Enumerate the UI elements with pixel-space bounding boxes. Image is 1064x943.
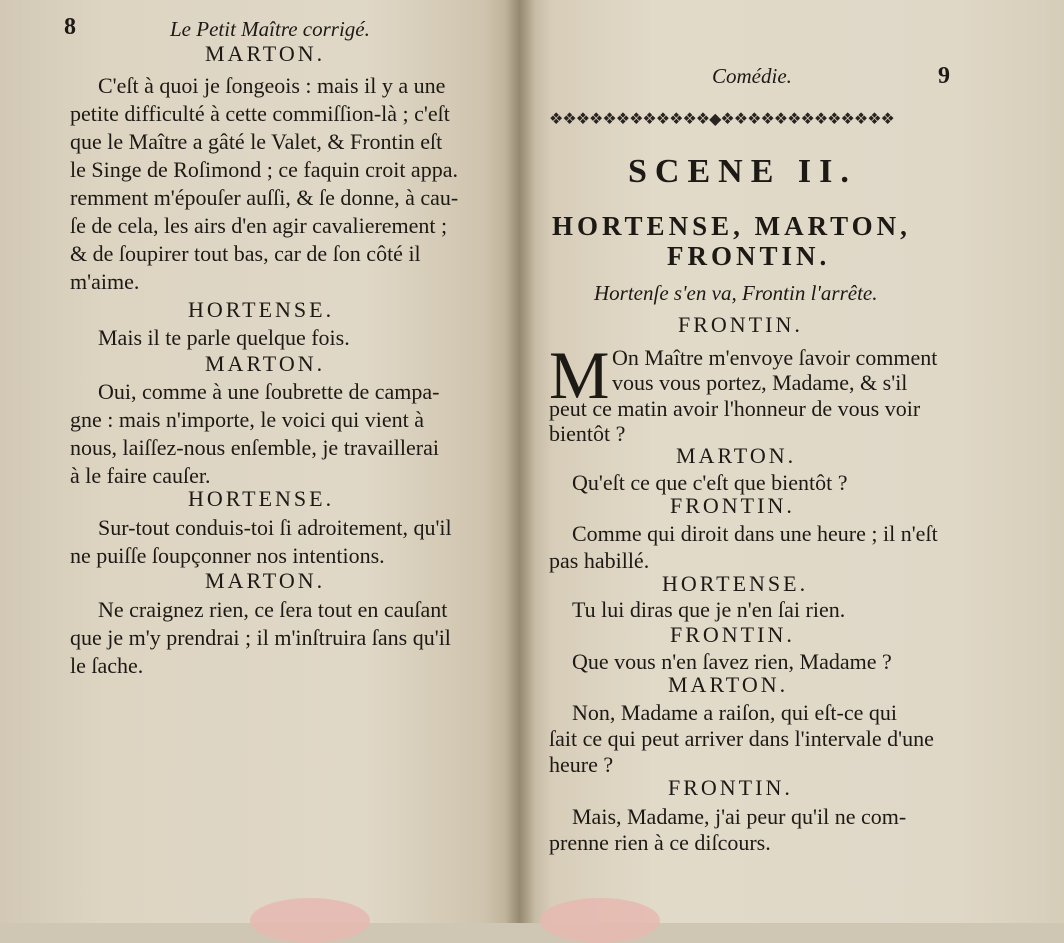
text-line: le ſache. <box>70 653 144 678</box>
speaker-heading: MARTON. <box>668 672 789 697</box>
speaker-heading: FRONTIN. <box>668 775 793 800</box>
text-line: Ne craignez rien, ce ſera tout en cauſant <box>98 597 448 622</box>
speaker-heading: HORTENSE. <box>662 571 809 596</box>
text-line: C'eſt à quoi je ſongeois : mais il y a une <box>98 73 446 98</box>
text-line: le Singe de Roſimond ; ce faquin croit appa. <box>70 157 458 182</box>
text-line: bientôt ? <box>549 421 626 446</box>
thumb-left <box>250 898 370 943</box>
speaker-heading: FRONTIN. <box>670 493 795 518</box>
speaker-heading: MARTON. <box>205 351 326 376</box>
text-line: heure ? <box>549 752 614 777</box>
text-line: vous vous portez, Madame, & s'il <box>612 370 908 395</box>
text-line: Tu lui diras que je n'en ſai rien. <box>572 597 846 622</box>
text-line: ſait ce qui peut arriver dans l'intervale d'une <box>549 726 934 751</box>
speaker-heading: MARTON. <box>205 41 326 66</box>
text-line: que le Maître a gâté le Valet, & Frontin eſt <box>70 129 443 154</box>
drop-cap: M <box>549 337 610 413</box>
text-line: petite difficulté à cette commiſſion-là ; c'eſt <box>70 101 450 126</box>
right-page-number: 9 <box>938 63 950 89</box>
text-line: nous, laiſſez-nous enſemble, je travaillerai <box>70 435 439 460</box>
text-line: On Maître m'envoye ſavoir comment <box>612 345 938 370</box>
speaker-heading: MARTON. <box>676 443 797 468</box>
stage-direction: Hortenſe s'en va, Frontin l'arrête. <box>594 281 878 305</box>
text-line: Oui, comme à une ſoubrette de campa- <box>98 379 440 404</box>
text-line: Qu'eſt ce que c'eſt que bientôt ? <box>572 470 848 495</box>
text-line: ſe de cela, les airs d'en agir cavalierement ; <box>70 213 448 238</box>
speaker-heading: MARTON. <box>205 568 326 593</box>
text-line: Sur-tout conduis-toi ſi adroitement, qu'il <box>98 515 452 540</box>
speaker-heading: HORTENSE. <box>188 486 335 511</box>
ornament-rule: ❖❖❖❖❖❖❖❖❖❖❖❖◆❖❖❖❖❖❖❖❖❖❖❖❖❖ <box>549 109 894 128</box>
text-line: prenne rien à ce diſcours. <box>549 830 771 855</box>
thumb-right <box>540 898 660 943</box>
text-line: Comme qui diroit dans une heure ; il n'eſt <box>572 521 938 546</box>
text-line: Non, Madame a raiſon, qui eſt-ce qui <box>572 700 898 725</box>
left-page-number: 8 <box>64 14 76 40</box>
text-line: ne puiſſe ſoupçonner nos intentions. <box>70 543 385 568</box>
right-running-head: Comédie. <box>712 64 792 88</box>
speaker-heading: FRONTIN. <box>678 312 803 337</box>
text-line: Mais il te parle quelque fois. <box>98 325 350 350</box>
text-line: à le faire cauſer. <box>70 463 211 488</box>
characters-heading: HORTENSE, MARTON, <box>552 211 911 241</box>
scene-title: SCENE II. <box>628 153 857 190</box>
text-line: gne : mais n'importe, le voici qui vient à <box>70 407 425 432</box>
text-line: que je m'y prendrai ; il m'inſtruira ſans qu'il <box>70 625 451 650</box>
text-line: pas habillé. <box>549 548 650 573</box>
book-gutter <box>505 0 535 923</box>
text-line: Que vous n'en ſavez rien, Madame ? <box>572 649 892 674</box>
text-line: m'aime. <box>70 269 140 294</box>
text-line: peut ce matin avoir l'honneur de vous voir <box>549 396 921 421</box>
text-line: Mais, Madame, j'ai peur qu'il ne com- <box>572 804 907 829</box>
speaker-heading: FRONTIN. <box>670 622 795 647</box>
text-line: & de ſoupirer tout bas, car de ſon côté il <box>70 241 421 266</box>
characters-heading: FRONTIN. <box>667 241 831 271</box>
speaker-heading: HORTENSE. <box>188 297 335 322</box>
left-running-head: Le Petit Maître corrigé. <box>170 17 370 41</box>
text-line: remment m'épouſer auſſi, & ſe donne, à cau- <box>70 185 459 210</box>
